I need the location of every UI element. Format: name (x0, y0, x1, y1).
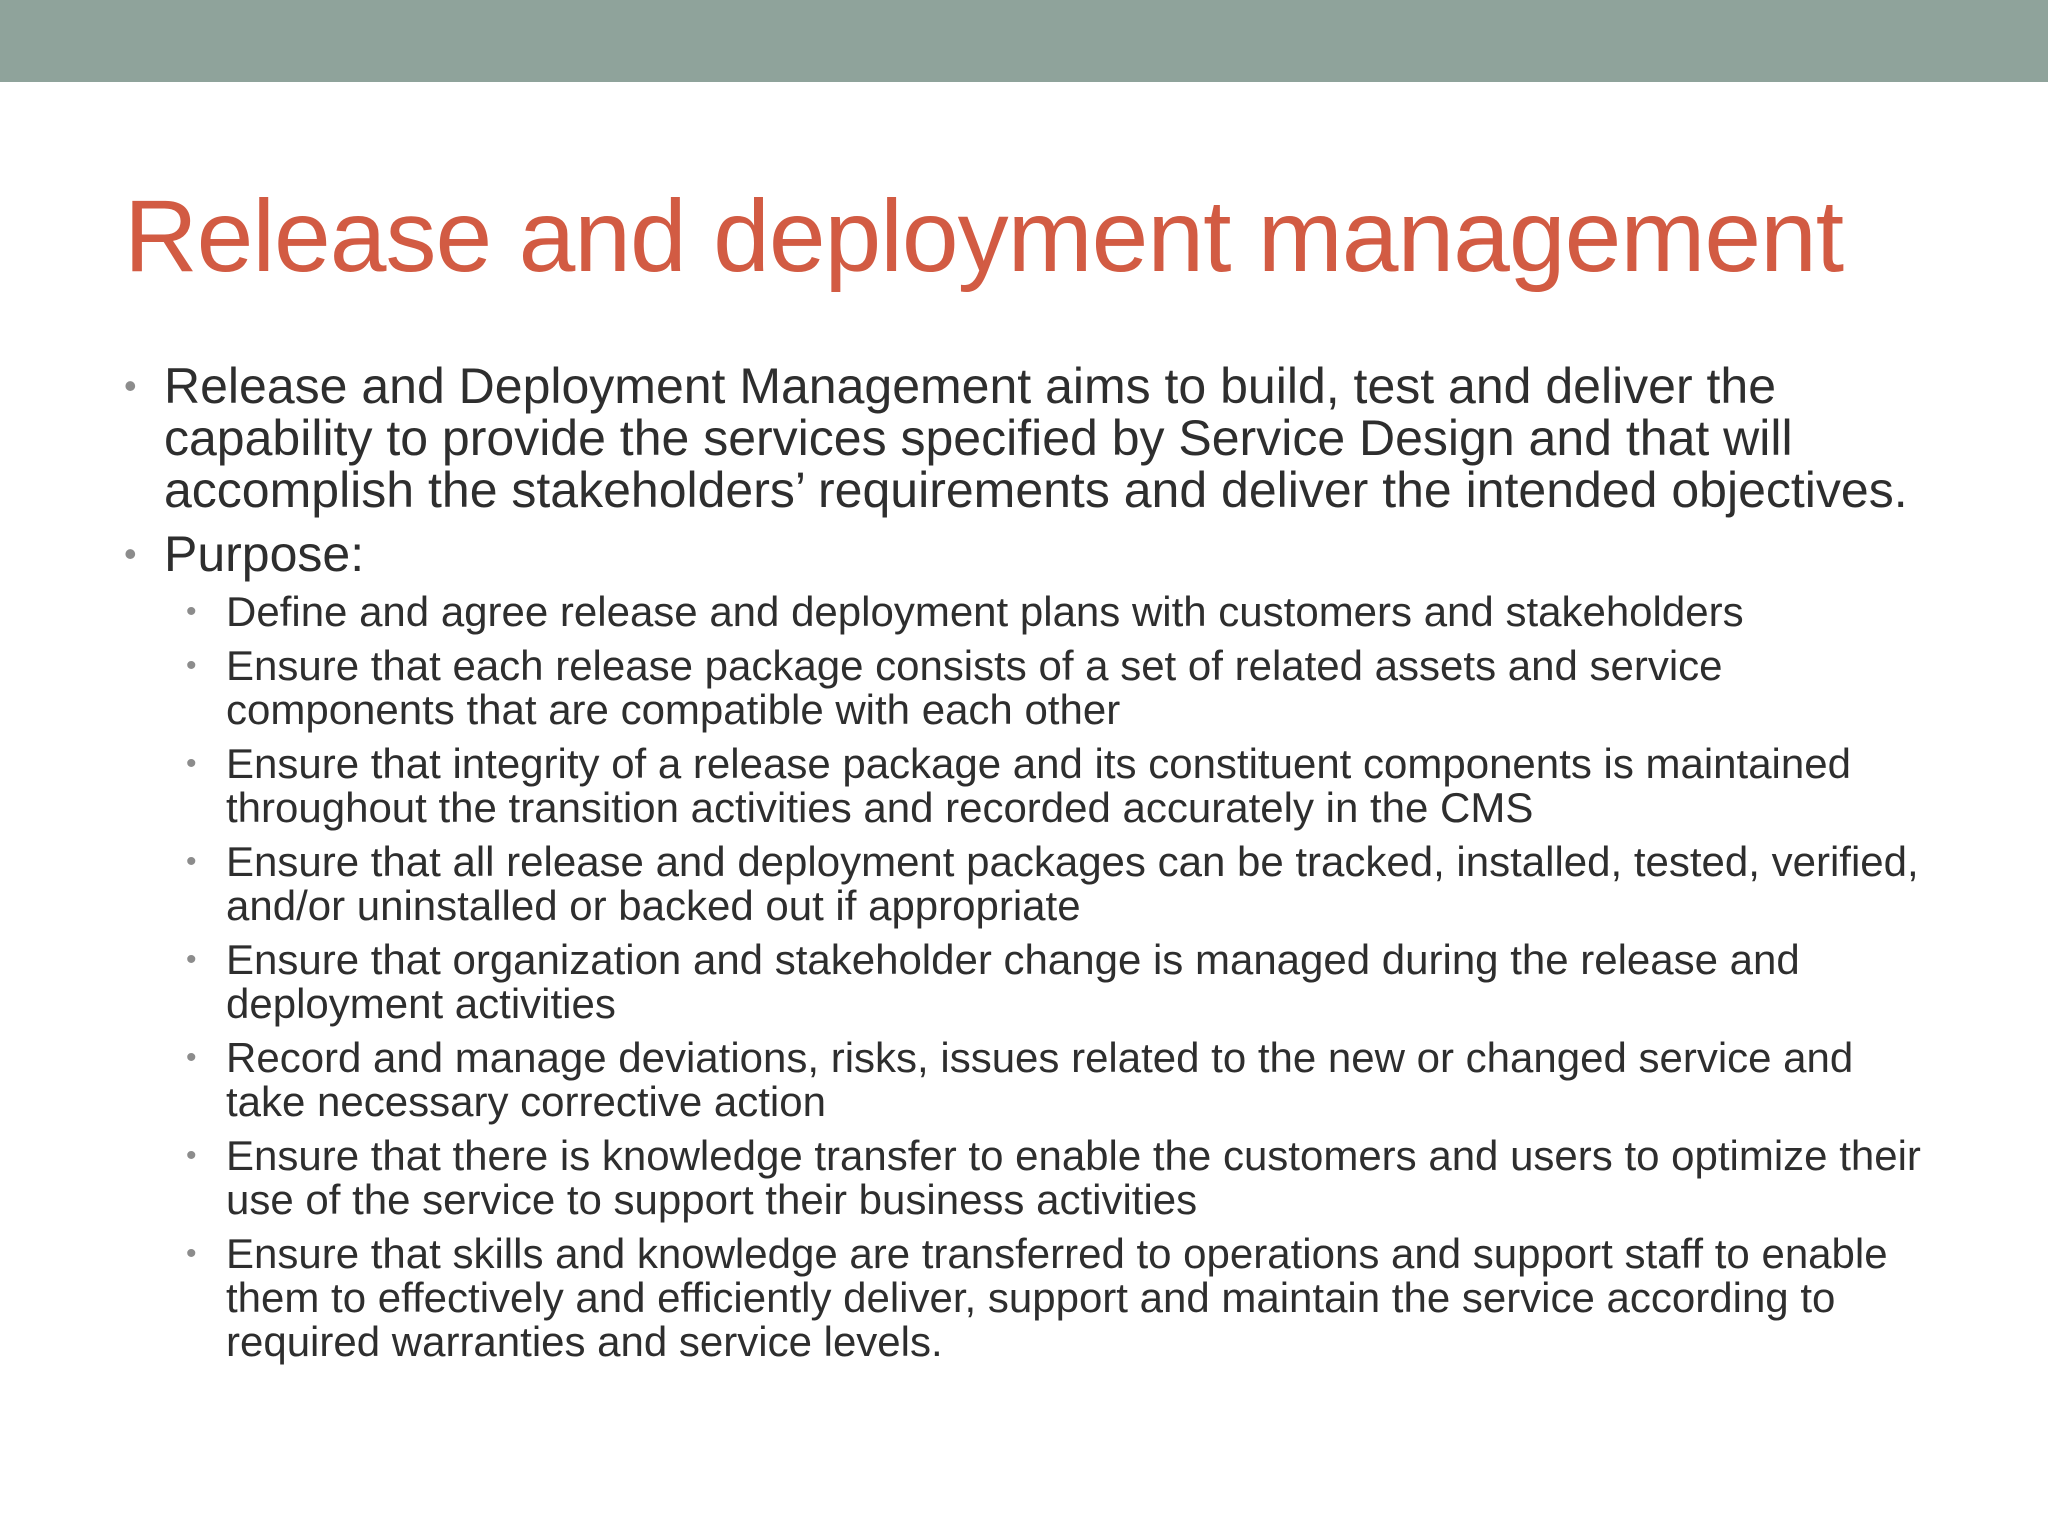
bullet-icon: • (186, 595, 197, 628)
list-item-text: Purpose: (164, 526, 365, 582)
sublist-item (186, 1036, 1924, 1124)
bullet-icon: • (186, 1041, 197, 1074)
sublist-item (186, 742, 1924, 830)
header-accent-bar (0, 0, 2048, 82)
sublist-item-text: Ensure that there is knowledge transfer to enable the customers and users to optimize their use of the service to support their business activities (226, 1132, 1921, 1223)
list-item (124, 360, 1924, 516)
list-item-text: Release and Deployment Management aims to build, test and deliver the capability to provide the services specified by Service Design and that will accomplish the stakeholders’ requirements and deliver the intended objectives. (164, 358, 1908, 518)
sublist-item (186, 644, 1924, 732)
purpose-sublist (186, 590, 1924, 1364)
bullet-icon: • (124, 365, 137, 406)
sublist-item (186, 1134, 1924, 1222)
sublist-item-text: Record and manage deviations, risks, issues related to the new or changed service and take necessary corrective action (226, 1034, 1854, 1125)
bullet-icon: • (186, 1139, 197, 1172)
sublist-item (186, 590, 1924, 634)
sublist-item-text: Ensure that all release and deployment packages can be tracked, installed, tested, verified, and/or uninstalled or backed out if appropriate (226, 838, 1919, 929)
bullet-icon: • (124, 533, 137, 574)
slide-title: Release and deployment management (124, 179, 1844, 293)
slide-body (124, 360, 1924, 1374)
bullet-icon: • (186, 747, 197, 780)
sublist-item-text: Ensure that integrity of a release package and its constituent components is maintained throughout the transition activities and recorded accurately in the CMS (226, 740, 1851, 831)
sublist-item-text: Ensure that skills and knowledge are transferred to operations and support staff to enable them to effectively and efficiently deliver, support and maintain the service according to required warranties and service levels. (226, 1230, 1888, 1365)
sublist-item (186, 938, 1924, 1026)
bullet-icon: • (186, 845, 197, 878)
sublist-item (186, 1232, 1924, 1364)
bullet-list (124, 360, 1924, 580)
bullet-icon: • (186, 649, 197, 682)
bullet-icon: • (186, 1237, 197, 1270)
sublist-item-text: Define and agree release and deployment plans with customers and stakeholders (226, 588, 1744, 635)
bullet-icon: • (186, 943, 197, 976)
sublist-item-text: Ensure that each release package consists of a set of related assets and service components that are compatible with each other (226, 642, 1723, 733)
sublist-item-text: Ensure that organization and stakeholder change is managed during the release and deployment activities (226, 936, 1800, 1027)
list-item-purpose (124, 528, 1924, 580)
sublist-item (186, 840, 1924, 928)
